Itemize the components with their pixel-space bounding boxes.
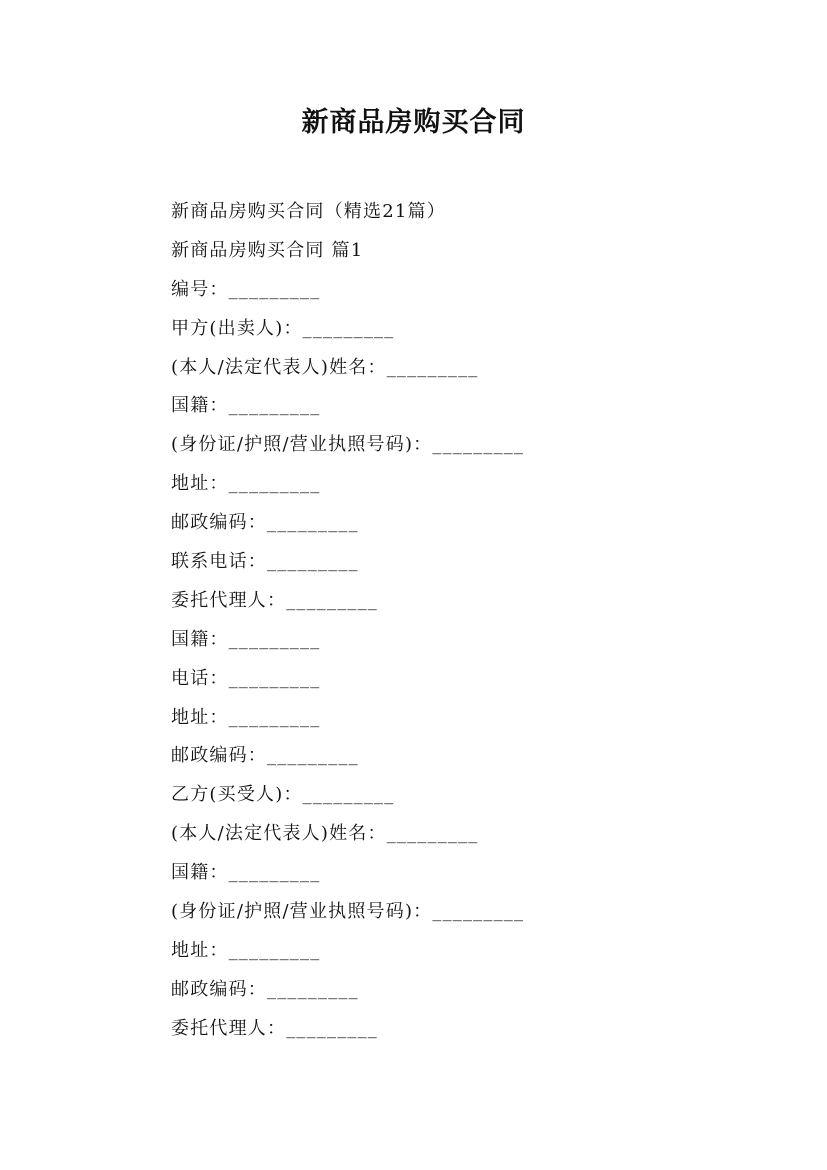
document-title: 新商品房购买合同 <box>301 107 526 138</box>
field-party-b-postcode: 邮政编码：_________ <box>171 978 359 1000</box>
field-party-b-agent: 委托代理人：_________ <box>171 1017 378 1039</box>
field-party-a-id: (身份证/护照/营业执照号码)：_________ <box>171 434 525 456</box>
field-party-a-agent: 委托代理人：_________ <box>171 589 378 611</box>
section-heading: 新商品房购买合同 篇1 <box>171 239 364 261</box>
field-agent-a-nationality: 国籍：_________ <box>171 628 321 650</box>
field-agent-a-address: 地址：_________ <box>171 706 321 728</box>
field-party-a: 甲方(出卖人)：_________ <box>171 317 395 339</box>
field-party-a-name: (本人/法定代表人)姓名：_________ <box>171 356 479 378</box>
field-party-a-nationality: 国籍：_________ <box>171 395 321 417</box>
field-party-b-name: (本人/法定代表人)姓名：_________ <box>171 823 479 845</box>
field-agent-a-phone: 电话：_________ <box>171 667 321 689</box>
field-contract-number: 编号：_________ <box>171 278 321 300</box>
field-agent-a-postcode: 邮政编码：_________ <box>171 745 359 767</box>
field-party-a-address: 地址：_________ <box>171 473 321 495</box>
subtitle-line: 新商品房购买合同（精选21篇） <box>171 201 446 222</box>
field-party-b-id: (身份证/护照/营业执照号码)：_________ <box>171 901 525 923</box>
field-party-b-address: 地址：_________ <box>171 939 321 961</box>
document-body <box>171 193 791 1049</box>
field-party-a-postcode: 邮政编码：_________ <box>171 512 359 534</box>
field-party-b-nationality: 国籍：_________ <box>171 862 321 884</box>
field-party-b: 乙方(买受人)：_________ <box>171 784 395 806</box>
field-party-a-phone: 联系电话：_________ <box>171 551 359 573</box>
